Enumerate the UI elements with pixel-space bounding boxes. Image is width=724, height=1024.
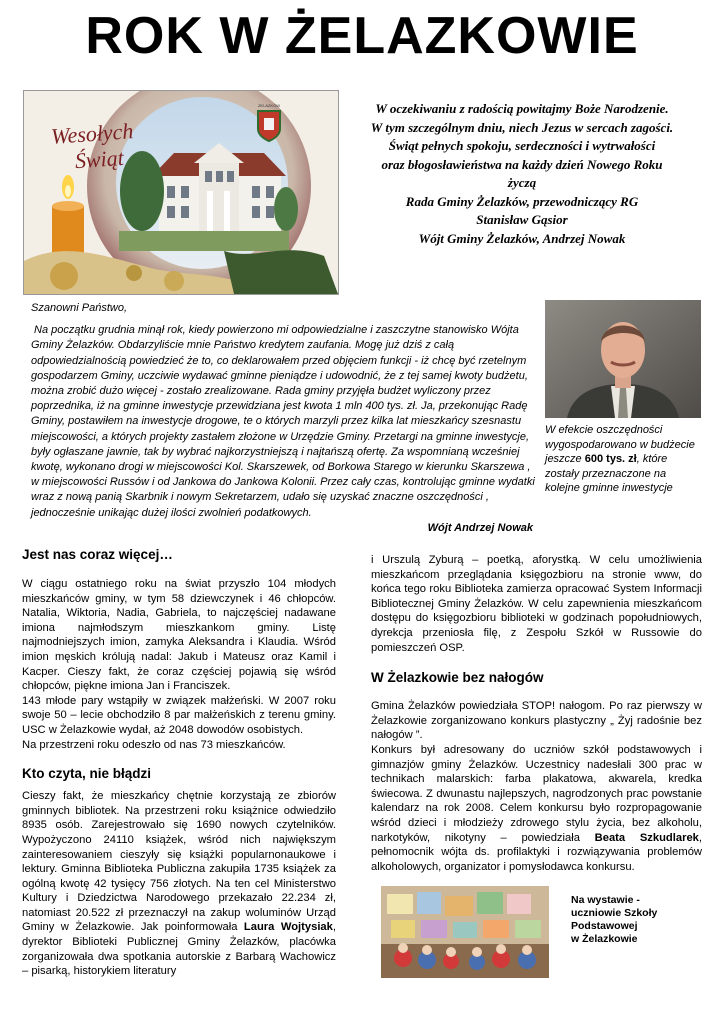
library-director-name: Laura Wojtysiak (243, 921, 333, 934)
deaths-paragraph: Na przestrzeni roku odeszło od nas 73 mieszkańców. (22, 738, 286, 751)
left-column (22, 546, 336, 979)
library-text-cont: , dyrektor Biblioteki Publicznej Gminy Żelazków, placówka zorganizowała dwa spotkania autorskie z Barbarą Wachowicz – pisarką, historykiem literatury (22, 921, 336, 978)
letter-signature: Wójt Andrzej Nowak (427, 521, 533, 534)
greeting-line: Rada Gminy Żelazków, przewodniczący RG (405, 193, 639, 209)
savings-caption (545, 423, 701, 496)
greeting-line: W tym szczególnym dniu, niech Jezus w sercach zagości. (370, 119, 674, 135)
contest-text: Konkurs był adresowany do uczniów szkół podstawowych i gimnazjów gminy Żelazków. Uczestnicy nadesłali 300 prac w technikach malarskich: farba plakatowa, akwarela, kredka świecowa. Z dwunastu najlepszych, nagrodzonych prac powstanie kalendarz na rok 2008. Celem konkursu było rozpropagowanie wśród dzieci i młodzieży zdrowego stylu życia, bez alkoholu, narkotyków, nikotyny – powiedziała (371, 743, 702, 844)
exhibition-illustration (381, 886, 549, 978)
section-heading-births: Jest nas coraz więcej… (22, 547, 173, 562)
card-text-line1: Wesołych (50, 118, 135, 149)
greeting-line: W oczekiwaniu z radością powitajmy Boże Narodzenie. (375, 101, 669, 116)
card-caption (50, 118, 136, 176)
photo-caption-line: Podstawowej (571, 920, 638, 932)
greeting-line: Wójt Gminy Żelazków, Andrzej Nowak (418, 230, 626, 246)
savings-caption-before: W efekcie oszczędności wygospodarowano w budżecie jeszcze (545, 424, 695, 465)
greeting-line: Stanisław Gąsior (476, 212, 568, 227)
page-title: ROK W ŻELAZKOWIE (85, 7, 639, 65)
letter-body: Na początku grudnia minął rok, kiedy powierzono mi odpowiedzialne i zaszczytne stanowisko Wójta Gminy Żelazków. Obdarzyliście mnie Państwo kredytem zaufania. Mogę już dziś z całą odpowiedzialnością powiedzieć że to, co deklarowałem przed objęciem funkcji - iż chcę być rzetelnym gospodarzem Gminy, uczciwie wydawać gminne pieniądze i udowodnić, że z tej samej kwoty budżetu, można zrobić dużo więcej - zostało zrealizowane. Rada gminy przyjęła budżet wyliczony przez poprzednika, iż na gminne inwestycje przewidziana jest kwota 1 mln 400 tys. zł. Ja, przekonując Radę Gminy, postawiłem na inwestycje drogowe, te o których marzyli przez kilka lat mieszkańcy szesnastu miejscowości, a których projekty zastałem złożone w Urzędzie Gminy. Przetargi na gminne inwestycje, były ogłaszane jawnie, tak by wybrać najkorzystniejszą i najtańszą ofertę. Za wspomnianą wcześniej kwotę, wykonano drogi w miejscowości Kol. Skarszewek, od Borkowa Starego w kierunku Skarszewa , w miejscowości Russów i od Jankowa do Jankowa Kolonii. Przez cały czas, kontrolując gminne wydatki wraz z nową panią Skarbnik i nowym Sekretarzem, udało się uzyskać znaczne oszczędności , jednocześnie unikając dużej ilości zwolnień podatkowych. (31, 324, 535, 519)
mayor-letter (31, 301, 541, 536)
greeting-line: Świąt pełnych spokoju, serdeczności i wytrwałości (388, 138, 656, 153)
crest-label: ŻELAZKÓW (257, 103, 280, 108)
christmas-card-image (23, 90, 339, 295)
christmas-greeting (352, 100, 692, 248)
section-heading-addictions: W Żelazkowie bez nałogów (371, 670, 544, 686)
right-column (371, 553, 702, 874)
contest-text-cont: , pełnomocnik wójta ds. profilaktyki i rozwiązywania problemów alkoholowych, organizator i pomysłodawca konkursu. (371, 831, 703, 873)
photo-caption-line: w Żelazkowie (571, 933, 638, 945)
proxy-name: Beata Szkudlarek (594, 831, 699, 844)
savings-caption-after: , które zostały przeznaczone na kolejne gminne inwestycje (545, 453, 673, 494)
portrait-illustration (545, 300, 701, 418)
photo-caption-line: Na wystawie - (571, 894, 640, 906)
savings-amount: 600 tys. zł (584, 453, 637, 465)
contest-paragraph (371, 743, 702, 874)
photo-caption-line: uczniowie Szkoły (571, 907, 658, 919)
marriages-paragraph: 143 młode pary wstąpiły w związek małżeński. W 2007 roku swoje 50 – lecie obchodziło 8 par małżeńskich z terenu gminy. USC w Żelazkowie wydał, aż 2048 dowodów osobistych. (22, 694, 336, 736)
births-paragraph: W ciągu ostatniego roku na świat przyszło 104 młodych mieszkańców gminy, w tym 58 dziewczynek i 46 chłopców. Natalia, Wiktoria, Nadia, Gabriela, to najczęściej nadawane imiona najmłodszym mieszkankom gminy. Listę najmodniejszych imion, zamyka Aleksandra i Klaudia. Wśród imion męskich królują nadal: Jakub i Mateusz oraz Kamil i Kacper. Cieszy fakt, że coraz częściej pojawią się wśród chłopców, piękne imiona Jan i Franciszek. (22, 578, 336, 693)
exhibition-photo (381, 886, 549, 978)
section-heading-library: Kto czyta, nie błądzi (22, 766, 152, 782)
card-text-line2: Świąt (74, 144, 125, 174)
greeting-line: oraz błogosławieństwa na każdy dzień Nowego Roku (381, 156, 663, 172)
greeting-line: życzą (507, 175, 537, 190)
letter-salutation: Szanowni Państwo, (31, 302, 127, 314)
photo-caption (571, 894, 691, 946)
library-text: Cieszy fakt, że mieszkańcy chętnie korzystają ze zbiorów gminnych bibliotek. Na przestrzeni roku książnice odwiedziło 8935 osób. Zarejestrowało się 1690 nowych czytelników. Wypożyczono 24110 książek, wśród nich największym zainteresowaniem cieszyły się książki popularnonaukowe i lektury. Gminna Biblioteka Publiczna zakupiła 1735 książek za ogólną kwotę 42 tysięcy 756 złotych. Na ten cel Ministerstwo Kultury i Dziedzictwa Narodowego przekazało 22.234 zł, natomiast 20.522 zł przeznaczył na zakup woluminów Urząd Gminy w Żelazkowie. Jak poinformowała (22, 790, 336, 934)
library-paragraph (22, 789, 336, 979)
addictions-intro: Gmina Żelazków powiedziała STOP! nałogom. Po raz pierwszy w Żelazkowie zorganizowano konkurs plastyczny „ Żyj radośnie bez nałogów ”. (371, 700, 702, 742)
mayor-portrait (545, 300, 701, 418)
library-paragraph-continued: i Urszulą Zyburą – poetką, aforystką. W celu umożliwienia mieszkańcom przeglądania księgozbioru na stronie www, do końca tego roku Biblioteka zamierza opracować System Informacji Bibliotecznej Gminy Żelazków. W celu zapewnienia mieszkańcom dostępu do księgozbioru biblioteki w godzinach popołudniowych, dyrekcja przeniosła filę, z Zespołu Szkół w Russowie do pomieszczeń OSP. (371, 554, 702, 654)
